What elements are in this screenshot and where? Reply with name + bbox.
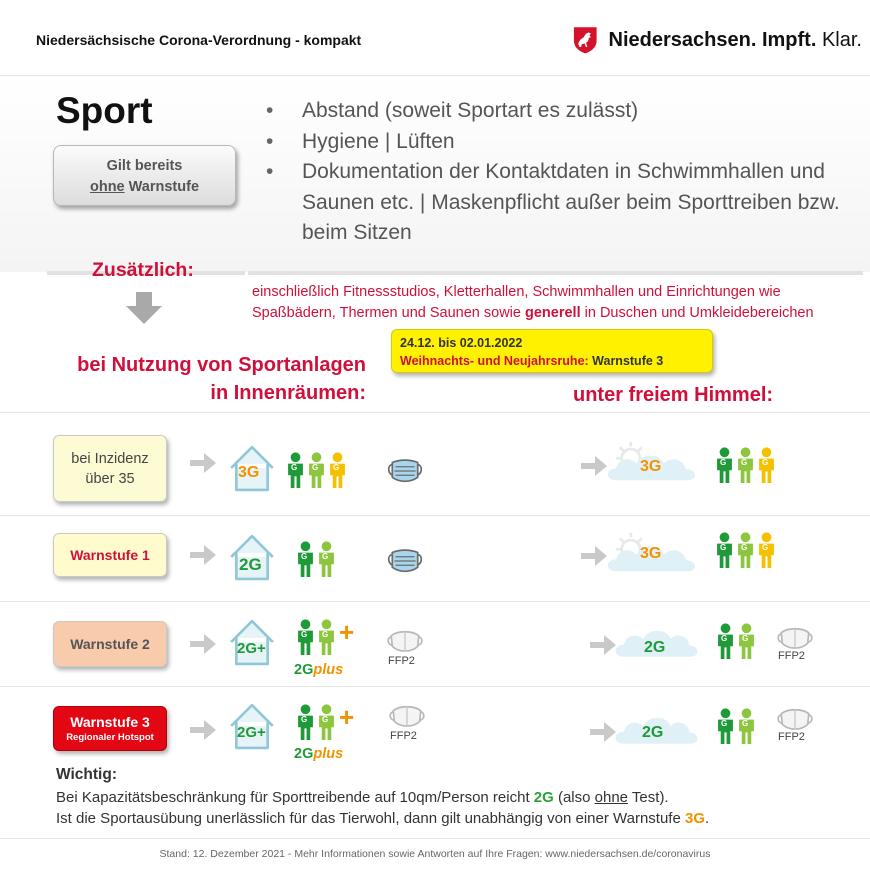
person-letter: G bbox=[301, 715, 308, 724]
outdoor-cloud-row-3 bbox=[608, 617, 704, 663]
indoor-rule: 3G bbox=[238, 464, 260, 481]
outdoor-rule: 3G bbox=[640, 545, 662, 562]
note-1-e: Test). bbox=[628, 789, 669, 806]
brand-part-1: Niedersachsen. bbox=[608, 28, 757, 51]
two-g-plus-label bbox=[294, 662, 343, 678]
person-letter: G bbox=[291, 463, 298, 472]
brand-logo bbox=[572, 18, 862, 62]
person-letter: G bbox=[301, 552, 308, 561]
right-arrow-icon bbox=[190, 720, 216, 740]
holiday-notice bbox=[391, 329, 713, 373]
list-item: • Hygiene | Lüften bbox=[266, 127, 856, 158]
indoor-heading-line-2: in Innenräumen: bbox=[210, 382, 366, 404]
person-letter: G bbox=[742, 634, 749, 643]
people-group-2g-outdoor bbox=[717, 708, 759, 744]
gilt-line-1: Gilt bereits bbox=[106, 158, 183, 174]
row-divider bbox=[0, 601, 870, 602]
people-group-2g-plus bbox=[297, 704, 361, 740]
holiday-label: Weihnachts- und Neujahrsruhe: bbox=[400, 354, 589, 368]
people-group-3g bbox=[287, 452, 349, 488]
footer-text: Stand: 12. Dezember 2021 - Mehr Informationen sowie Antworten auf Ihre Fragen: www.niedersachsen.de/coronavirus bbox=[159, 848, 711, 860]
row-label-line-1: Warnstufe 2 bbox=[70, 636, 150, 652]
incl-bold: generell bbox=[525, 305, 581, 321]
indoor-house-row-1 bbox=[228, 444, 276, 492]
indoor-house-row-4 bbox=[228, 702, 276, 750]
plus-word: plus bbox=[313, 746, 344, 762]
brand-part-2: Impft. bbox=[761, 28, 817, 51]
people-group-3g-outdoor bbox=[716, 532, 778, 568]
right-arrow-icon bbox=[190, 634, 216, 654]
gilt-line-2 bbox=[54, 177, 235, 198]
person-letter: G bbox=[721, 634, 728, 643]
row-divider bbox=[0, 412, 870, 413]
person-letter: G bbox=[762, 458, 769, 467]
outdoor-rule: 3G bbox=[640, 458, 662, 475]
row-label-inzidenz bbox=[53, 435, 167, 502]
person-letter: G bbox=[741, 543, 748, 552]
medical-mask-icon bbox=[387, 547, 423, 575]
down-arrow-icon bbox=[126, 292, 162, 324]
person-letter: G bbox=[333, 463, 340, 472]
indoor-rule: 2G bbox=[239, 555, 262, 574]
ffp2-mask-icon bbox=[389, 702, 425, 730]
medical-mask-icon bbox=[387, 457, 423, 485]
incl-text-1: einschließlich Fitnessstudios, Kletterhallen, Schwimmhallen und Einrichtungen wie Spaßbädern, Thermen und Saunen sowie bbox=[252, 284, 781, 321]
indoor-rule: 2G+ bbox=[237, 640, 266, 657]
person-letter: G bbox=[322, 552, 329, 561]
brand-part-3: Klar. bbox=[821, 28, 862, 51]
plus-sign: + bbox=[339, 702, 355, 732]
people-group-2g-outdoor bbox=[717, 623, 759, 659]
note-1-a: Bei Kapazitätsbeschränkung für Sporttreibende auf 10qm/Person reicht bbox=[56, 789, 534, 806]
row-label-line-1: Warnstufe 3 bbox=[70, 713, 150, 730]
indoor-house-row-3 bbox=[228, 618, 276, 666]
plus-sign: + bbox=[339, 617, 355, 647]
right-arrow-icon bbox=[190, 453, 216, 473]
document-title: Niedersächsische Corona-Verordnung - kompakt bbox=[36, 32, 362, 48]
person-letter: G bbox=[301, 630, 308, 639]
ffp2-mask-icon bbox=[777, 705, 813, 733]
person-letter: G bbox=[720, 543, 727, 552]
outdoor-cloud-row-1 bbox=[596, 437, 706, 485]
indoor-heading bbox=[56, 351, 366, 407]
indoor-rule: 2G+ bbox=[237, 724, 266, 741]
outdoor-cloud-row-4 bbox=[608, 704, 704, 750]
gilt-rest: Warnstufe bbox=[124, 179, 200, 195]
note-1-c: (also bbox=[553, 789, 595, 806]
people-group-3g-outdoor bbox=[716, 447, 778, 483]
holiday-dates: 24.12. bis 02.01.2022 bbox=[400, 336, 523, 350]
row-divider bbox=[0, 515, 870, 516]
person-letter: G bbox=[741, 458, 748, 467]
note-1-b: 2G bbox=[533, 789, 554, 806]
ffp2-label: FFP2 bbox=[778, 731, 805, 743]
outdoor-rule: 2G bbox=[642, 724, 664, 741]
notes-title: Wichtig: bbox=[56, 766, 117, 783]
outdoor-cloud-row-2 bbox=[596, 528, 706, 576]
two-g-plus-label bbox=[294, 746, 343, 762]
row-label-line-2: Regionaler Hotspot bbox=[66, 731, 154, 743]
person-letter: G bbox=[322, 715, 329, 724]
person-letter: G bbox=[720, 458, 727, 467]
sport-rules-list bbox=[266, 96, 856, 249]
right-arrow-icon bbox=[190, 545, 216, 565]
brand-slogan bbox=[609, 29, 862, 52]
lower-saxony-horse-icon bbox=[572, 19, 599, 61]
list-item: • Dokumentation der Kontaktdaten in Schwimmhallen und Saunen etc. | Maskenpflicht außer beim Sporttreiben bzw. beim Sitzen bbox=[266, 157, 856, 249]
list-item: • Abstand (soweit Sportart es zulässt) bbox=[266, 96, 856, 127]
ffp2-mask-icon bbox=[387, 627, 423, 655]
ffp2-label: FFP2 bbox=[390, 730, 417, 742]
person-letter: G bbox=[721, 719, 728, 728]
footer-divider bbox=[0, 838, 870, 839]
person-letter: G bbox=[322, 630, 329, 639]
row-label-line-2: über 35 bbox=[85, 470, 135, 487]
outdoor-heading: unter freiem Himmel: bbox=[573, 384, 774, 406]
row-divider bbox=[0, 686, 870, 687]
outdoor-rule: 2G bbox=[644, 639, 666, 656]
row-label-line-1: Warnstufe 1 bbox=[70, 547, 150, 563]
ffp2-label: FFP2 bbox=[388, 655, 415, 667]
section-divider-right bbox=[248, 271, 863, 275]
zusaetzlich-text bbox=[252, 282, 862, 324]
indoor-heading-line-1: bei Nutzung von Sportanlagen bbox=[77, 354, 366, 376]
incl-text-2: in Duschen und Umkleidebereichen bbox=[580, 305, 814, 321]
people-group-2g-plus bbox=[297, 619, 361, 655]
ffp2-label: FFP2 bbox=[778, 650, 805, 662]
note-2-c: . bbox=[705, 810, 710, 827]
note-1-d: ohne bbox=[594, 789, 629, 806]
note-line-2 bbox=[56, 810, 709, 827]
person-letter: G bbox=[742, 719, 749, 728]
note-line-1 bbox=[56, 789, 669, 806]
two-g-word: 2G bbox=[294, 746, 314, 762]
person-letter: G bbox=[762, 543, 769, 552]
people-group-2g bbox=[297, 541, 339, 577]
person-letter: G bbox=[312, 463, 319, 472]
two-g-word: 2G bbox=[294, 662, 314, 678]
indoor-house-row-2 bbox=[228, 533, 276, 581]
row-label-line-1: bei Inzidenz bbox=[71, 450, 149, 467]
ffp2-mask-icon bbox=[777, 624, 813, 652]
sport-title: Sport bbox=[56, 90, 153, 131]
gilt-bereits-box bbox=[53, 145, 236, 206]
note-2-a: Ist die Sportausübung unerlässlich für das Tierwohl, dann gilt unabhängig von einer Warnstufe bbox=[56, 810, 685, 827]
row-label-warnstufe-1 bbox=[53, 533, 167, 577]
note-2-b: 3G bbox=[685, 810, 706, 827]
row-label-warnstufe-2 bbox=[53, 621, 167, 667]
plus-word: plus bbox=[313, 662, 344, 678]
holiday-level: Warnstufe 3 bbox=[588, 354, 664, 368]
zusaetzlich-label: Zusätzlich: bbox=[92, 259, 194, 281]
row-label-warnstufe-3 bbox=[53, 706, 167, 751]
gilt-ohne: ohne bbox=[89, 179, 125, 195]
